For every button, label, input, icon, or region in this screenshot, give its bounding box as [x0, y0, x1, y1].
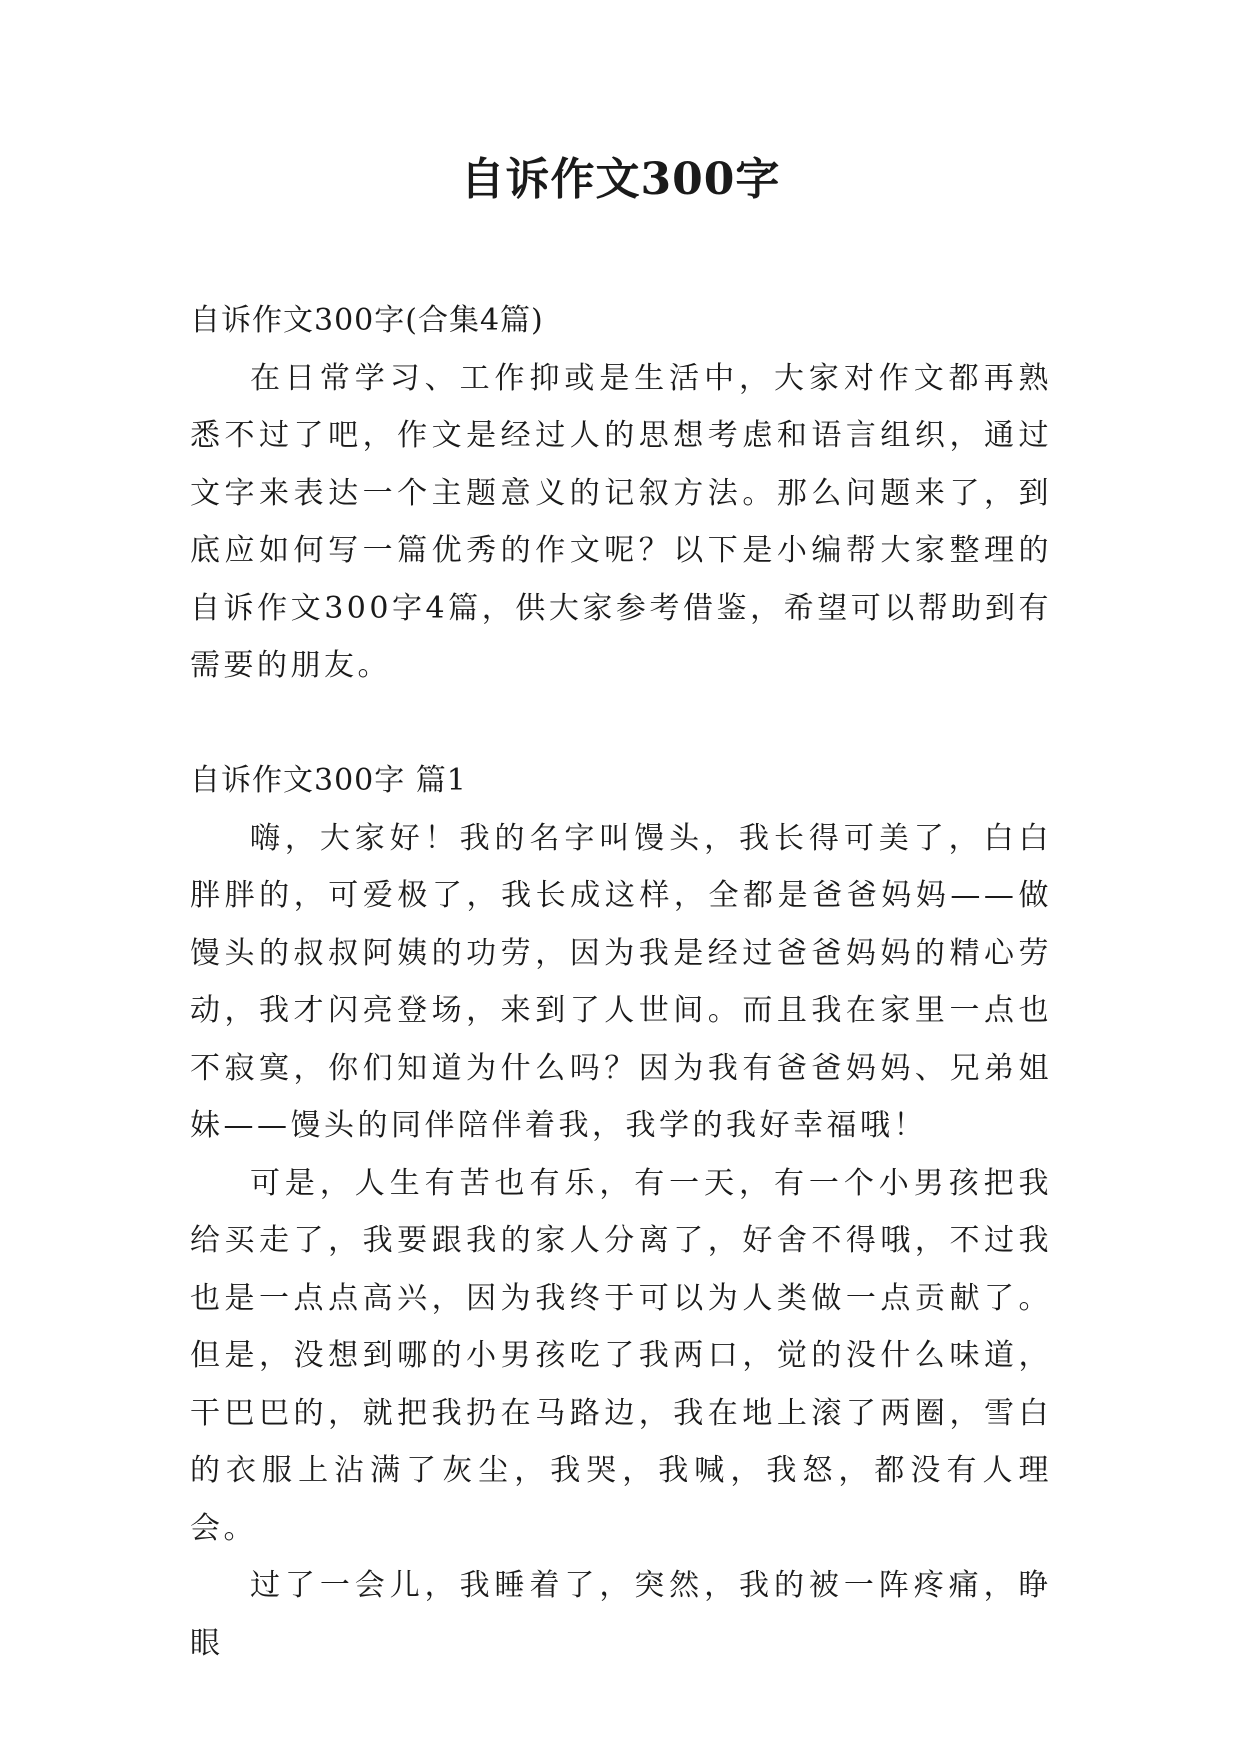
document-title: 自诉作文300字 — [460, 154, 781, 205]
intro-paragraph: 在日常学习、工作抑或是生活中，大家对作文都再熟悉不过了吧，作文是经过人的思想考虑和语言组织，通过文字来表达一个主题意义的记叙方法。那么问题来了，到底应如何写一篇优秀的作文呢？以下是小编帮大家整理的自诉作文300字4篇，供大家参考借鉴，希望可以帮助到有需要的朋友。 — [190, 360, 1052, 683]
body-paragraph-2: 可是，人生有苦也有乐，有一天，有一个小男孩把我给买走了，我要跟我的家人分离了，好舍不得哦，不过我也是一点点高兴，因为我终于可以为人类做一点贡献了。但是，没想到哪的小男孩吃了我两口，觉的没什么味道，干巴巴的，就把我扔在马路边，我在地上滚了两圈，雪白的衣服上沾满了灰尘，我哭，我喊，我怒，都没有人理会。 — [190, 1165, 1052, 1546]
section-heading: 自诉作文300字 篇1 — [190, 763, 467, 798]
body-paragraph-3: 过了一会儿，我睡着了，突然，我的被一阵疼痛，睁眼 — [190, 1568, 1052, 1661]
document-body — [190, 292, 1052, 1672]
section-spacer — [190, 695, 1052, 753]
collection-subtitle: 自诉作文300字(合集4篇) — [190, 303, 544, 338]
body-paragraph-1: 嗨，大家好！我的名字叫馒头，我长得可美了，白白胖胖的，可爱极了，我长成这样，全都是爸爸妈妈——做馒头的叔叔阿姨的功劳，因为我是经过爸爸妈妈的精心劳动，我才闪亮登场，来到了人世间。而且我在家里一点也不寂寞，你们知道为什么吗？因为我有爸爸妈妈、兄弟姐妹——馒头的同伴陪伴着我，我学的我好幸福哦！ — [190, 820, 1052, 1143]
